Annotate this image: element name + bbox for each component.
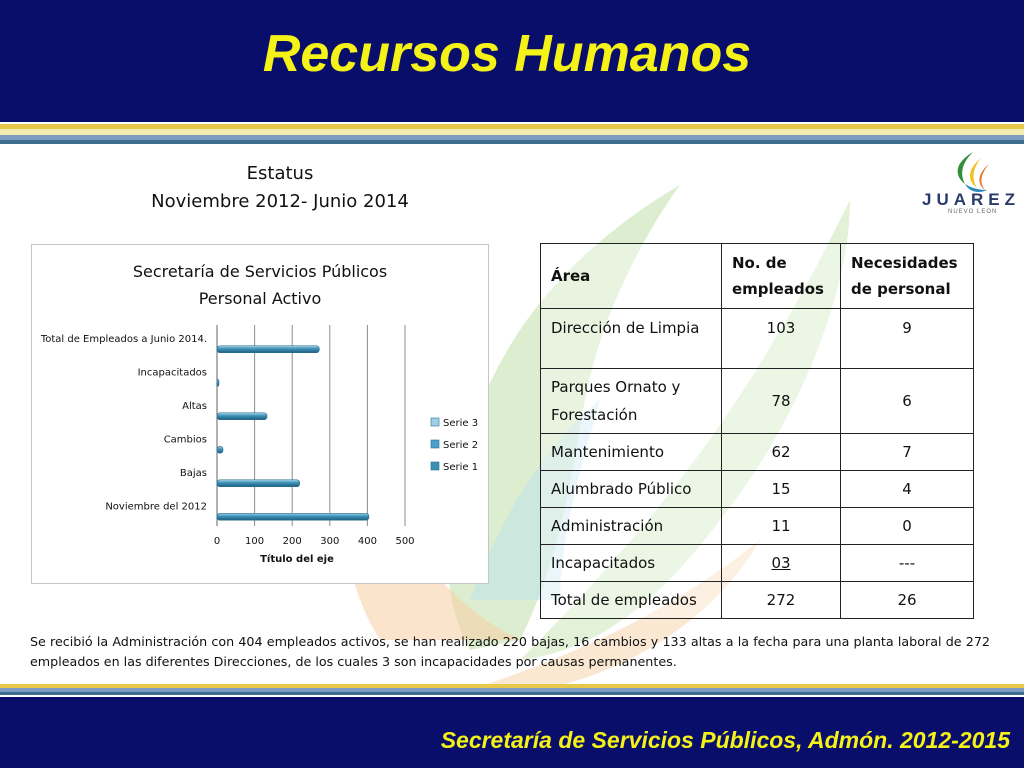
header-needs: Necesidades de personal (841, 244, 974, 309)
legend-label: Serie 3 (443, 418, 479, 429)
bar-chart (32, 245, 488, 583)
title-banner (0, 0, 1024, 122)
status-subtitle (40, 160, 520, 216)
logo-wordmark: JUAREZ (922, 190, 1021, 209)
cell-area: Mantenimiento (541, 434, 722, 471)
cell-employees: 103 (722, 309, 841, 369)
x-tick-label: 500 (395, 536, 415, 547)
category-label: Bajas (179, 467, 207, 479)
header-area: Área (541, 244, 722, 309)
cell-needs: 26 (841, 582, 974, 619)
cell-needs: --- (841, 545, 974, 582)
cell-area: Dirección de Limpia (541, 309, 722, 369)
cell-area: Total de empleados (541, 582, 722, 619)
table-row (541, 369, 974, 434)
employees-table (540, 243, 974, 619)
bar (217, 513, 369, 520)
cell-employees: 78 (722, 369, 841, 434)
cell-area: Parques Ornato y Forestación (541, 369, 722, 434)
legend-label: Serie 1 (443, 462, 479, 473)
subtitle-line1: Estatus (246, 163, 314, 184)
footer-text: Secretaría de Servicios Públicos, Admón. 2012-2015 (440, 727, 1010, 753)
bar (217, 446, 223, 453)
footer-banner (0, 697, 1024, 768)
bar (217, 346, 319, 353)
category-label: Incapacitados (137, 367, 207, 379)
cell-needs: 9 (841, 309, 974, 369)
cell-needs: 0 (841, 508, 974, 545)
logo-subtext: NUEVO LEON (948, 209, 998, 215)
cell-employees: 15 (722, 471, 841, 508)
cell-needs: 7 (841, 434, 974, 471)
cell-employees: 62 (722, 434, 841, 471)
legend-swatch (431, 440, 439, 448)
cell-area: Incapacitados (541, 545, 722, 582)
category-label: Cambios (163, 434, 207, 446)
header-employees: No. de empleados (722, 244, 841, 309)
x-axis-title: Título del eje (260, 554, 334, 565)
cell-employees: 03 (722, 545, 841, 582)
footer-stripe-teal (0, 692, 1024, 695)
x-tick-label: 0 (213, 536, 221, 547)
cell-employees: 11 (722, 508, 841, 545)
legend-label: Serie 2 (443, 440, 479, 451)
legend-swatch (431, 418, 439, 426)
legend-swatch (431, 462, 439, 470)
chart-title-line1: Secretaría de Servicios Públicos (132, 262, 388, 281)
table-row (541, 309, 974, 369)
bar (217, 379, 219, 386)
table-row (541, 582, 974, 619)
category-label: Altas (182, 400, 207, 412)
cell-employees: 272 (722, 582, 841, 619)
header-stripe-teal (0, 140, 1024, 144)
table-row (541, 508, 974, 545)
x-tick-label: 400 (357, 536, 377, 547)
category-label: Total de Empleados a Junio 2014. (40, 333, 207, 345)
table-header-row (541, 244, 974, 309)
subtitle-line2: Noviembre 2012- Junio 2014 (151, 191, 409, 212)
cell-area: Administración (541, 508, 722, 545)
cell-area: Alumbrado Público (541, 471, 722, 508)
page-title: Recursos Humanos (262, 25, 752, 83)
chart-title-line2: Personal Activo (198, 289, 322, 308)
table-row (541, 434, 974, 471)
x-tick-label: 200 (282, 536, 302, 547)
bar-chart-panel (31, 244, 489, 584)
cell-needs: 6 (841, 369, 974, 434)
bar (217, 480, 300, 487)
cell-needs: 4 (841, 471, 974, 508)
table-row (541, 545, 974, 582)
bar (217, 413, 267, 420)
x-tick-label: 300 (320, 536, 340, 547)
summary-paragraph: Se recibió la Administración con 404 empleados activos, se han realizado 220 bajas, 16 cambios y 133 altas a la fecha para una planta laboral de 272 empleados en las diferentes Direcciones, de los cuales 3 son incapacidades por causas permanentes. (30, 634, 990, 669)
table-row (541, 471, 974, 508)
category-label: Noviembre del 2012 (105, 501, 207, 513)
x-tick-label: 100 (245, 536, 265, 547)
